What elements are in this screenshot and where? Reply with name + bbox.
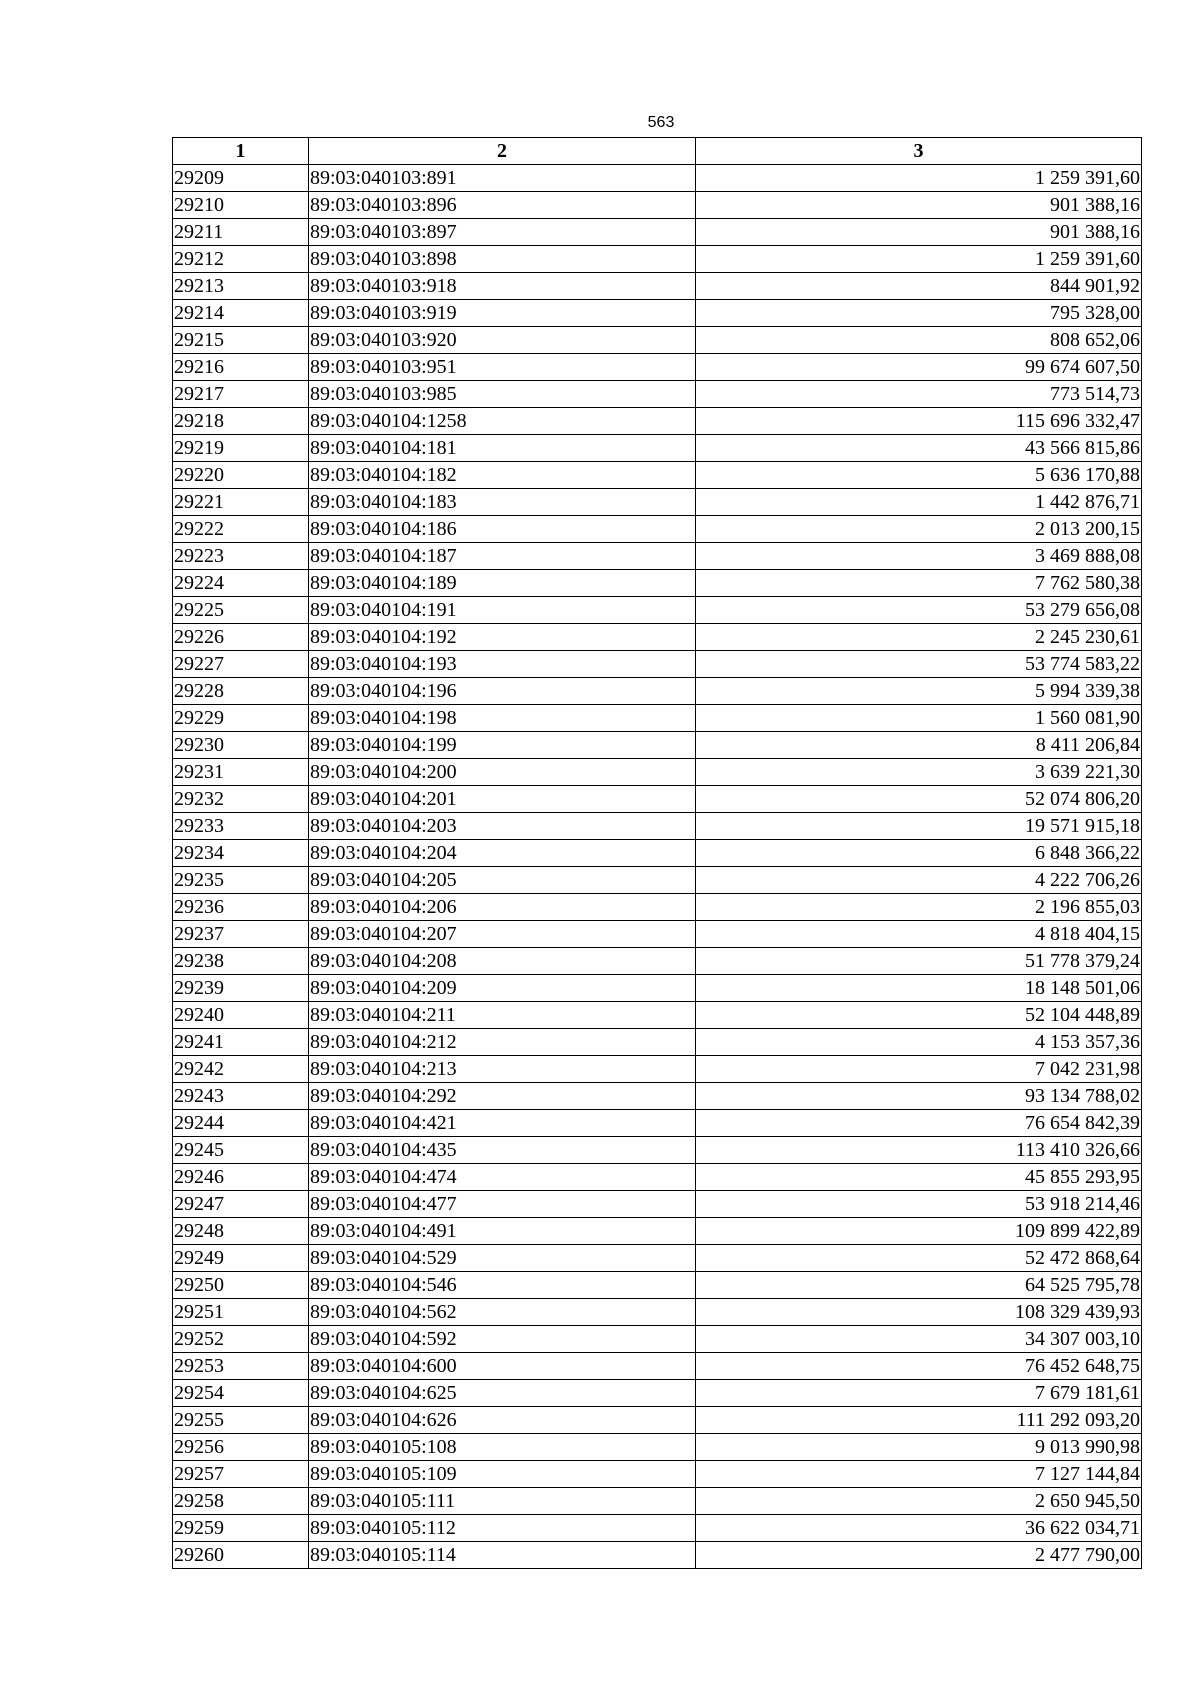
cadastral-number-cell: 89:03:040104:562 (309, 1299, 696, 1326)
cadastral-number-cell: 89:03:040104:187 (309, 543, 696, 570)
value-cell: 2 013 200,15 (696, 516, 1142, 543)
table-body (173, 165, 1142, 1569)
row-number-cell: 29249 (173, 1245, 309, 1272)
value-cell: 1 560 081,90 (696, 705, 1142, 732)
table-row (173, 678, 1142, 705)
row-number-cell: 29240 (173, 1002, 309, 1029)
cadastral-number-cell: 89:03:040103:897 (309, 219, 696, 246)
table-row (173, 867, 1142, 894)
value-cell: 64 525 795,78 (696, 1272, 1142, 1299)
row-number-cell: 29232 (173, 786, 309, 813)
value-cell: 109 899 422,89 (696, 1218, 1142, 1245)
value-cell: 2 650 945,50 (696, 1488, 1142, 1515)
row-number-cell: 29252 (173, 1326, 309, 1353)
row-number-cell: 29237 (173, 921, 309, 948)
value-cell: 1 442 876,71 (696, 489, 1142, 516)
row-number-cell: 29255 (173, 1407, 309, 1434)
cadastral-number-cell: 89:03:040104:1258 (309, 408, 696, 435)
table-row (173, 435, 1142, 462)
value-cell: 76 452 648,75 (696, 1353, 1142, 1380)
row-number-cell: 29234 (173, 840, 309, 867)
cadastral-number-cell: 89:03:040104:181 (309, 435, 696, 462)
value-cell: 773 514,73 (696, 381, 1142, 408)
row-number-cell: 29218 (173, 408, 309, 435)
value-cell: 1 259 391,60 (696, 165, 1142, 192)
cadastral-number-cell: 89:03:040105:114 (309, 1542, 696, 1569)
cadastral-number-cell: 89:03:040105:109 (309, 1461, 696, 1488)
value-cell: 901 388,16 (696, 192, 1142, 219)
row-number-cell: 29246 (173, 1164, 309, 1191)
column-header-2: 2 (309, 138, 696, 165)
table-row (173, 921, 1142, 948)
cadastral-number-cell: 89:03:040104:203 (309, 813, 696, 840)
cadastral-number-cell: 89:03:040103:918 (309, 273, 696, 300)
cadastral-number-cell: 89:03:040104:626 (309, 1407, 696, 1434)
table-row (173, 1326, 1142, 1353)
value-cell: 53 279 656,08 (696, 597, 1142, 624)
cadastral-number-cell: 89:03:040104:189 (309, 570, 696, 597)
row-number-cell: 29238 (173, 948, 309, 975)
row-number-cell: 29216 (173, 354, 309, 381)
table-row (173, 732, 1142, 759)
value-cell: 52 074 806,20 (696, 786, 1142, 813)
table-row (173, 543, 1142, 570)
cadastral-number-cell: 89:03:040104:213 (309, 1056, 696, 1083)
value-cell: 76 654 842,39 (696, 1110, 1142, 1137)
table-row (173, 1083, 1142, 1110)
value-cell: 7 042 231,98 (696, 1056, 1142, 1083)
table-row (173, 840, 1142, 867)
cadastral-number-cell: 89:03:040104:592 (309, 1326, 696, 1353)
value-cell: 808 652,06 (696, 327, 1142, 354)
table-row (173, 1056, 1142, 1083)
value-cell: 1 259 391,60 (696, 246, 1142, 273)
value-cell: 2 196 855,03 (696, 894, 1142, 921)
cadastral-number-cell: 89:03:040104:204 (309, 840, 696, 867)
row-number-cell: 29254 (173, 1380, 309, 1407)
table-header-row (173, 138, 1142, 165)
value-cell: 2 477 790,00 (696, 1542, 1142, 1569)
table-row (173, 462, 1142, 489)
row-number-cell: 29257 (173, 1461, 309, 1488)
row-number-cell: 29221 (173, 489, 309, 516)
cadastral-number-cell: 89:03:040104:201 (309, 786, 696, 813)
table-row (173, 624, 1142, 651)
value-cell: 93 134 788,02 (696, 1083, 1142, 1110)
row-number-cell: 29233 (173, 813, 309, 840)
row-number-cell: 29224 (173, 570, 309, 597)
row-number-cell: 29236 (173, 894, 309, 921)
cadastral-number-cell: 89:03:040104:183 (309, 489, 696, 516)
row-number-cell: 29239 (173, 975, 309, 1002)
cadastral-number-cell: 89:03:040104:600 (309, 1353, 696, 1380)
table-row (173, 1407, 1142, 1434)
row-number-cell: 29214 (173, 300, 309, 327)
value-cell: 795 328,00 (696, 300, 1142, 327)
row-number-cell: 29235 (173, 867, 309, 894)
table-row (173, 1245, 1142, 1272)
cadastral-number-cell: 89:03:040104:625 (309, 1380, 696, 1407)
table-row (173, 975, 1142, 1002)
value-cell: 5 636 170,88 (696, 462, 1142, 489)
table-row (173, 786, 1142, 813)
table-row (173, 948, 1142, 975)
cadastral-number-cell: 89:03:040104:200 (309, 759, 696, 786)
value-cell: 52 104 448,89 (696, 1002, 1142, 1029)
cadastral-number-cell: 89:03:040104:477 (309, 1191, 696, 1218)
table-row (173, 516, 1142, 543)
cadastral-number-cell: 89:03:040104:206 (309, 894, 696, 921)
cadastral-number-cell: 89:03:040104:182 (309, 462, 696, 489)
cadastral-number-cell: 89:03:040103:896 (309, 192, 696, 219)
row-number-cell: 29212 (173, 246, 309, 273)
value-cell: 99 674 607,50 (696, 354, 1142, 381)
row-number-cell: 29230 (173, 732, 309, 759)
row-number-cell: 29229 (173, 705, 309, 732)
value-cell: 113 410 326,66 (696, 1137, 1142, 1164)
value-cell: 2 245 230,61 (696, 624, 1142, 651)
table-row (173, 705, 1142, 732)
cadastral-number-cell: 89:03:040103:919 (309, 300, 696, 327)
cadastral-number-cell: 89:03:040103:920 (309, 327, 696, 354)
table-row (173, 1461, 1142, 1488)
table-row (173, 651, 1142, 678)
table-row (173, 246, 1142, 273)
value-cell: 3 639 221,30 (696, 759, 1142, 786)
cadastral-number-cell: 89:03:040104:193 (309, 651, 696, 678)
table-row (173, 1434, 1142, 1461)
cadastral-number-cell: 89:03:040104:211 (309, 1002, 696, 1029)
cadastral-number-cell: 89:03:040104:529 (309, 1245, 696, 1272)
table-row (173, 1110, 1142, 1137)
table-row (173, 759, 1142, 786)
row-number-cell: 29211 (173, 219, 309, 246)
value-cell: 4 222 706,26 (696, 867, 1142, 894)
value-cell: 43 566 815,86 (696, 435, 1142, 462)
value-cell: 34 307 003,10 (696, 1326, 1142, 1353)
table-row (173, 1488, 1142, 1515)
value-cell: 3 469 888,08 (696, 543, 1142, 570)
row-number-cell: 29244 (173, 1110, 309, 1137)
cadastral-number-cell: 89:03:040105:111 (309, 1488, 696, 1515)
table-row (173, 1218, 1142, 1245)
table-row (173, 300, 1142, 327)
value-cell: 53 774 583,22 (696, 651, 1142, 678)
value-cell: 19 571 915,18 (696, 813, 1142, 840)
value-cell: 36 622 034,71 (696, 1515, 1142, 1542)
value-cell: 4 818 404,15 (696, 921, 1142, 948)
table-row (173, 354, 1142, 381)
value-cell: 7 762 580,38 (696, 570, 1142, 597)
table-row (173, 1272, 1142, 1299)
row-number-cell: 29217 (173, 381, 309, 408)
value-cell: 52 472 868,64 (696, 1245, 1142, 1272)
value-cell: 7 127 144,84 (696, 1461, 1142, 1488)
table-row (173, 192, 1142, 219)
cadastral-number-cell: 89:03:040103:985 (309, 381, 696, 408)
cadastral-number-cell: 89:03:040104:435 (309, 1137, 696, 1164)
table-row (173, 1191, 1142, 1218)
cadastral-number-cell: 89:03:040104:196 (309, 678, 696, 705)
table-row (173, 408, 1142, 435)
column-header-3: 3 (696, 138, 1142, 165)
row-number-cell: 29210 (173, 192, 309, 219)
cadastral-number-cell: 89:03:040105:108 (309, 1434, 696, 1461)
row-number-cell: 29256 (173, 1434, 309, 1461)
cadastral-number-cell: 89:03:040105:112 (309, 1515, 696, 1542)
row-number-cell: 29258 (173, 1488, 309, 1515)
cadastral-number-cell: 89:03:040104:198 (309, 705, 696, 732)
row-number-cell: 29241 (173, 1029, 309, 1056)
row-number-cell: 29260 (173, 1542, 309, 1569)
column-header-1: 1 (173, 138, 309, 165)
table-row (173, 1380, 1142, 1407)
row-number-cell: 29213 (173, 273, 309, 300)
table-row (173, 1002, 1142, 1029)
table-row (173, 1515, 1142, 1542)
cadastral-number-cell: 89:03:040104:205 (309, 867, 696, 894)
cadastral-number-cell: 89:03:040104:421 (309, 1110, 696, 1137)
value-cell: 9 013 990,98 (696, 1434, 1142, 1461)
cadastral-number-cell: 89:03:040104:207 (309, 921, 696, 948)
cadastral-number-cell: 89:03:040104:209 (309, 975, 696, 1002)
row-number-cell: 29231 (173, 759, 309, 786)
table-row (173, 165, 1142, 192)
value-cell: 7 679 181,61 (696, 1380, 1142, 1407)
row-number-cell: 29219 (173, 435, 309, 462)
row-number-cell: 29228 (173, 678, 309, 705)
row-number-cell: 29226 (173, 624, 309, 651)
row-number-cell: 29223 (173, 543, 309, 570)
value-cell: 844 901,92 (696, 273, 1142, 300)
cadastral-number-cell: 89:03:040104:491 (309, 1218, 696, 1245)
value-cell: 53 918 214,46 (696, 1191, 1142, 1218)
row-number-cell: 29227 (173, 651, 309, 678)
table-row (173, 1353, 1142, 1380)
row-number-cell: 29243 (173, 1083, 309, 1110)
table-row (173, 219, 1142, 246)
page-number: 563 (647, 114, 675, 131)
row-number-cell: 29247 (173, 1191, 309, 1218)
table-row (173, 327, 1142, 354)
cadastral-number-cell: 89:03:040104:186 (309, 516, 696, 543)
value-cell: 901 388,16 (696, 219, 1142, 246)
table-row (173, 489, 1142, 516)
row-number-cell: 29225 (173, 597, 309, 624)
row-number-cell: 29245 (173, 1137, 309, 1164)
table-row (173, 894, 1142, 921)
cadastral-value-table (172, 137, 1142, 1569)
row-number-cell: 29220 (173, 462, 309, 489)
table-row (173, 597, 1142, 624)
row-number-cell: 29215 (173, 327, 309, 354)
row-number-cell: 29242 (173, 1056, 309, 1083)
value-cell: 18 148 501,06 (696, 975, 1142, 1002)
table-row (173, 1299, 1142, 1326)
cadastral-number-cell: 89:03:040103:898 (309, 246, 696, 273)
value-cell: 8 411 206,84 (696, 732, 1142, 759)
row-number-cell: 29259 (173, 1515, 309, 1542)
cadastral-number-cell: 89:03:040104:199 (309, 732, 696, 759)
value-cell: 51 778 379,24 (696, 948, 1142, 975)
table-row (173, 813, 1142, 840)
cadastral-number-cell: 89:03:040104:191 (309, 597, 696, 624)
value-cell: 108 329 439,93 (696, 1299, 1142, 1326)
cadastral-number-cell: 89:03:040104:212 (309, 1029, 696, 1056)
table-row (173, 1137, 1142, 1164)
row-number-cell: 29250 (173, 1272, 309, 1299)
value-cell: 115 696 332,47 (696, 408, 1142, 435)
value-cell: 5 994 339,38 (696, 678, 1142, 705)
row-number-cell: 29251 (173, 1299, 309, 1326)
table-row (173, 1542, 1142, 1569)
cadastral-number-cell: 89:03:040104:292 (309, 1083, 696, 1110)
value-cell: 6 848 366,22 (696, 840, 1142, 867)
table-row (173, 381, 1142, 408)
value-cell: 45 855 293,95 (696, 1164, 1142, 1191)
table-row (173, 1164, 1142, 1191)
cadastral-number-cell: 89:03:040104:474 (309, 1164, 696, 1191)
table-row (173, 1029, 1142, 1056)
row-number-cell: 29253 (173, 1353, 309, 1380)
table-row (173, 273, 1142, 300)
value-cell: 4 153 357,36 (696, 1029, 1142, 1056)
row-number-cell: 29209 (173, 165, 309, 192)
table-row (173, 570, 1142, 597)
cadastral-number-cell: 89:03:040104:192 (309, 624, 696, 651)
cadastral-number-cell: 89:03:040103:891 (309, 165, 696, 192)
cadastral-number-cell: 89:03:040104:208 (309, 948, 696, 975)
cadastral-number-cell: 89:03:040104:546 (309, 1272, 696, 1299)
row-number-cell: 29222 (173, 516, 309, 543)
row-number-cell: 29248 (173, 1218, 309, 1245)
value-cell: 111 292 093,20 (696, 1407, 1142, 1434)
cadastral-number-cell: 89:03:040103:951 (309, 354, 696, 381)
